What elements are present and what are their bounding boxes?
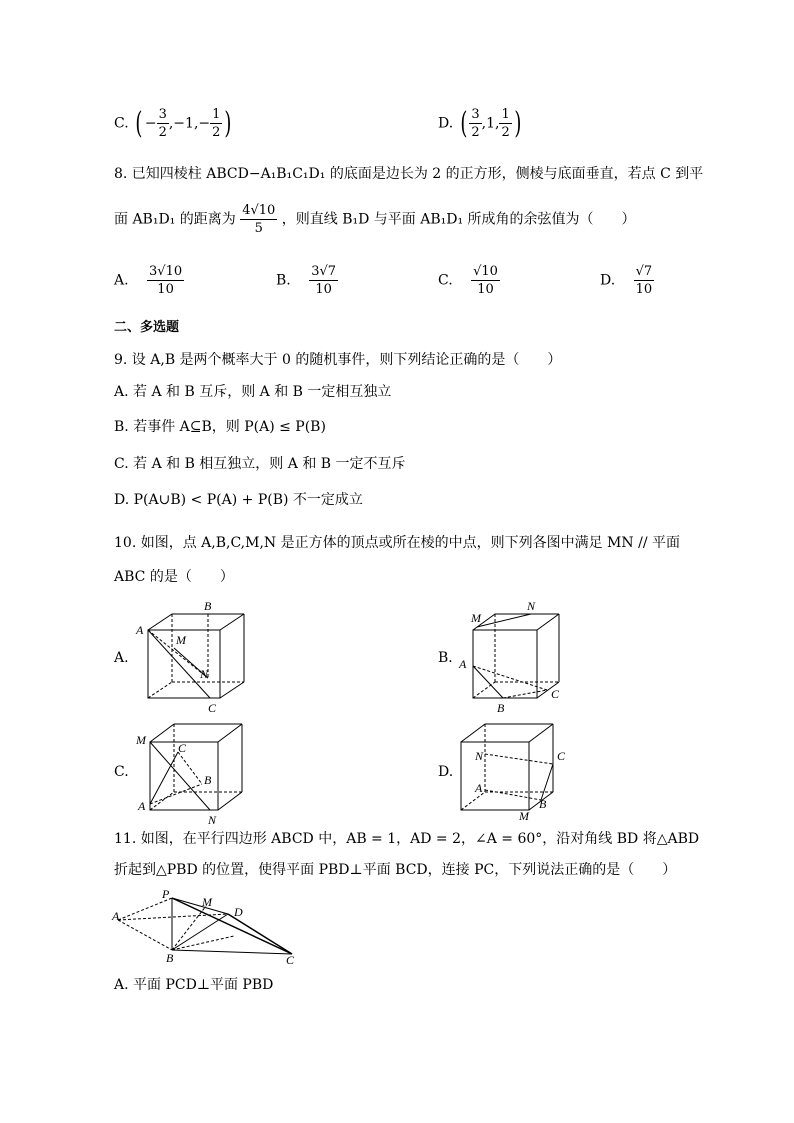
q10-fig-label-c: C. bbox=[114, 764, 129, 780]
point-label-b: B bbox=[204, 773, 212, 787]
q7-option-c: C. ( − $\frac{3}{2}$ ,−1,− $\frac{1}{2}$ ) bbox=[114, 105, 232, 141]
separator: ,−1,− bbox=[168, 115, 211, 132]
q9-option-a: A. 若 A 和 B 互斥，则 A 和 B 一定相互独立 bbox=[114, 384, 392, 400]
section-heading: 二、多选题 bbox=[114, 320, 180, 335]
q7-option-d: D. ( $\frac{3}{2}$ ,1, $\frac{1}{2}$ ) bbox=[438, 105, 522, 141]
q10-fig-label-a: A. bbox=[114, 650, 129, 666]
cube-figure-a bbox=[130, 598, 250, 718]
q8-option-a: A. $\frac{3√10}{10}$ bbox=[114, 264, 183, 297]
point-label-a: A bbox=[138, 799, 146, 813]
point-label-m: M bbox=[176, 633, 186, 647]
point-label-c: C bbox=[551, 687, 560, 701]
q8-stem-line2: 面 AB₁D₁ 的距离为 $\frac{4√10}{5}$ ，则直线 B₁D 与平面 AB₁D₁ 所成角的余弦值为（ ） bbox=[114, 203, 636, 236]
option-label: C. bbox=[114, 115, 129, 132]
point-label-m: M bbox=[136, 733, 146, 747]
q11-stem-line1: 11. 如图，在平行四边形 ABCD 中，AB = 1，AD = 2，∠A = 60°，沿对角线 BD 将△ABD bbox=[114, 831, 700, 847]
point-label-c: C bbox=[178, 741, 187, 755]
q8-option-d: D. $\frac{√7}{10}$ bbox=[600, 264, 653, 297]
point-label-p: P bbox=[162, 887, 170, 901]
point-label-d: D bbox=[234, 905, 243, 919]
point-label-a: A bbox=[459, 657, 467, 671]
fraction: $\frac{√10}{10}$ bbox=[473, 264, 498, 297]
q8-option-b: B. $\frac{3√7}{10}$ bbox=[276, 264, 337, 297]
point-label-c: C bbox=[557, 749, 566, 763]
q11-figure bbox=[110, 886, 305, 966]
distance-fraction: $\frac{4√10}{5}$ bbox=[242, 203, 276, 236]
point-label-a: A bbox=[112, 909, 120, 923]
point-label-a: A bbox=[136, 623, 144, 637]
q9-option-c: C. 若 A 和 B 相互独立，则 A 和 B 一定不互斥 bbox=[114, 456, 406, 472]
q9-option-d: D. P(A∪B) < P(A) + P(B) 不一定成立 bbox=[114, 492, 363, 508]
point-label-b: B bbox=[539, 797, 547, 811]
fraction: $\frac{3}{2}$ bbox=[471, 107, 480, 140]
cube-figure-b bbox=[455, 598, 575, 718]
q8-option-c: C. $\frac{√10}{10}$ bbox=[438, 264, 498, 297]
q11-stem-line2: 折起到△PBD 的位置，使得平面 PBD⊥平面 BCD，连接 PC，下列说法正确的是（ ） bbox=[114, 862, 677, 878]
point-label-m: M bbox=[202, 895, 212, 909]
cube-figure-d bbox=[455, 712, 575, 824]
cube-figure-c bbox=[130, 712, 250, 824]
point-label-m: M bbox=[519, 809, 529, 823]
point-label-b: B bbox=[497, 701, 505, 715]
q10-fig-label-b: B. bbox=[438, 650, 453, 666]
fraction: $\frac{1}{2}$ bbox=[501, 107, 510, 140]
point-label-c: C bbox=[208, 701, 217, 715]
q10-fig-label-d: D. bbox=[438, 764, 454, 780]
fraction: $\frac{3√10}{10}$ bbox=[149, 264, 183, 297]
point-label-b: B bbox=[204, 599, 212, 613]
fraction: $\frac{√7}{10}$ bbox=[635, 264, 653, 297]
point-label-n: N bbox=[208, 813, 217, 824]
point-label-n: N bbox=[475, 749, 484, 763]
point-label-n: N bbox=[527, 599, 536, 613]
point-label-a: A bbox=[475, 781, 483, 795]
point-label-b: B bbox=[166, 951, 174, 965]
q9-stem: 9. 设 A,B 是两个概率大于 0 的随机事件，则下列结论正确的是（ ） bbox=[114, 352, 562, 368]
fraction: $\frac{1}{2}$ bbox=[212, 107, 221, 140]
q10-stem-line2: ABC 的是（ ） bbox=[114, 569, 234, 585]
q11-option-a: A. 平面 PCD⊥平面 PBD bbox=[114, 977, 274, 993]
q10-stem-line1: 10. 如图，点 A,B,C,M,N 是正方体的顶点或所在棱的中点，则下列各图中满足 MN // 平面 bbox=[114, 535, 680, 551]
point-label-c: C bbox=[286, 953, 295, 966]
fraction: $\frac{3}{2}$ bbox=[158, 107, 167, 140]
minus-sign: − bbox=[144, 115, 157, 132]
option-label: D. bbox=[438, 115, 454, 132]
q8-stem-line1: 8. 已知四棱柱 ABCD−A₁B₁C₁D₁ 的底面是边长为 2 的正方形，侧棱与底面垂直，若点 C 到平 bbox=[114, 166, 704, 182]
q9-option-b: B. 若事件 A⊆B，则 P(A) ≤ P(B) bbox=[114, 419, 326, 435]
separator: ,1, bbox=[481, 115, 500, 132]
fraction: $\frac{3√7}{10}$ bbox=[311, 264, 337, 297]
point-label-m: M bbox=[471, 611, 481, 625]
point-label-n: N bbox=[200, 667, 209, 681]
